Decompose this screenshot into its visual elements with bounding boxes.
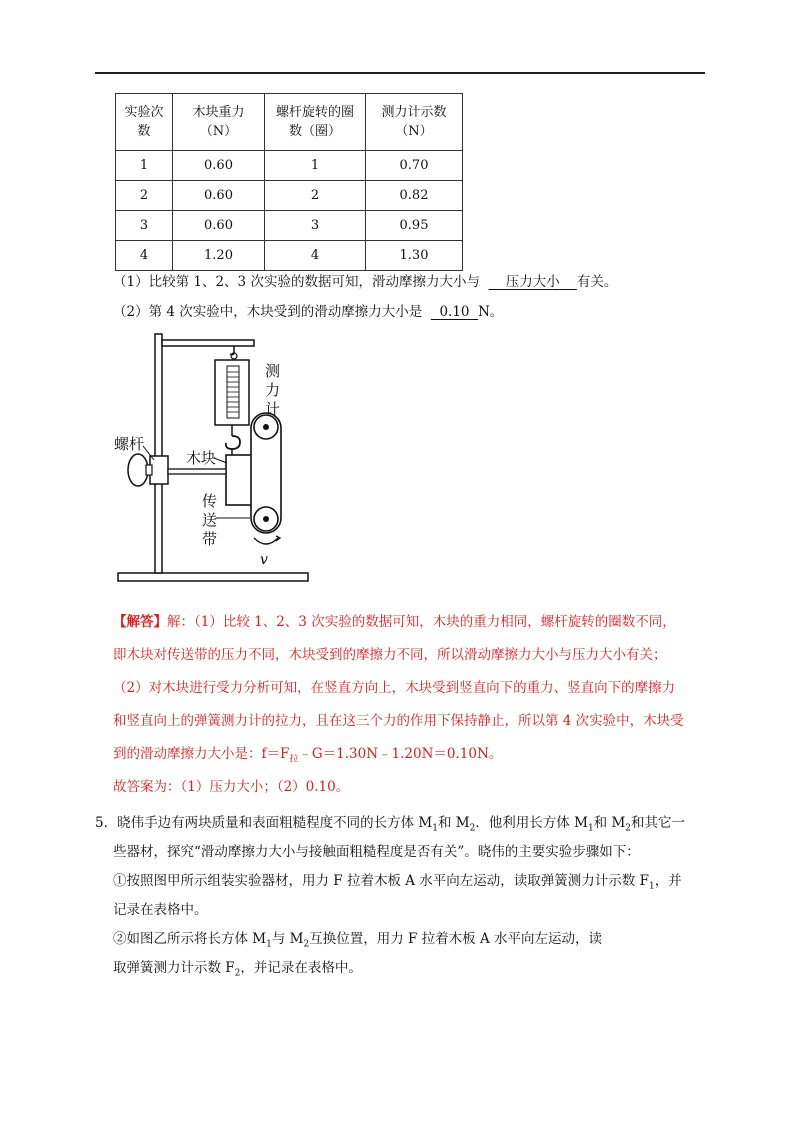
question-2: （2）第 4 次实验中，木块受到的滑动摩擦力大小是 0.10 N。 xyxy=(113,304,504,320)
solution-line-5: 到的滑动摩擦力大小是：$f=F_拉﹣G=1.30N﹣1.20N=0.10N$。 xyxy=(113,746,503,765)
spring-scale xyxy=(215,360,249,425)
solution-line-2: 即木块对传送带的压力不同，木块受到的摩擦力不同，所以滑动摩擦力大小与压力大小有关； xyxy=(113,647,667,663)
table-cell: 0.60 xyxy=(173,211,265,241)
problem-5-step-2: ②如图乙所示将长方体 $M_1$与 $M_2$互换位置，用力 F 拉着木板 A 水平向左运动，读 xyxy=(113,931,602,950)
table-cell: 0.95 xyxy=(366,211,463,241)
label-screw: 螺杆 xyxy=(114,435,145,453)
problem-5-step-2-cont: 取弹簧测力计示数 $F_2$，并记录在表格中。 xyxy=(113,960,362,979)
table-row xyxy=(116,211,463,241)
table-row xyxy=(116,151,463,181)
label-meter-2: 力 xyxy=(265,381,281,399)
table-cell: 2 xyxy=(116,181,173,211)
table-row xyxy=(116,241,463,271)
problem-5-line-2: 些器材，探究“滑动摩擦力大小与接触面粗糙程度是否有关”。晓伟的主要实验步骤如下： xyxy=(113,844,640,860)
table-header: 螺杆旋转的圈 数（圈） xyxy=(265,94,366,151)
table-header: 实验次 数 xyxy=(116,94,173,151)
answer-blank-1: 压力大小 xyxy=(505,274,560,290)
table-cell: 3 xyxy=(116,211,173,241)
table-cell: 3 xyxy=(265,211,366,241)
header-rule xyxy=(95,72,705,74)
hook xyxy=(226,436,240,449)
table-cell: 0.82 xyxy=(366,181,463,211)
table-cell: 1.30 xyxy=(366,241,463,271)
problem-5-step-1-cont: 记录在表格中。 xyxy=(113,902,208,918)
table-cell: 1 xyxy=(265,151,366,181)
table-row xyxy=(116,181,463,211)
solution-line-1: 【解答】解：（1）比较 1、2、3 次实验的数据可知，木块的重力相同，螺杆旋转的圈数不同， xyxy=(113,614,676,630)
table-header-row xyxy=(116,94,463,151)
base-plate xyxy=(118,573,308,581)
label-velocity: v xyxy=(260,552,268,568)
wooden-block xyxy=(226,455,254,505)
label-belt-1: 传 xyxy=(202,492,218,510)
table-cell: 4 xyxy=(265,241,366,271)
screw-knob xyxy=(128,454,148,486)
table-cell: 0.70 xyxy=(366,151,463,181)
screw-clamp xyxy=(150,456,168,484)
table-cell: 0.60 xyxy=(173,151,265,181)
solution-line-4: 和竖直向上的弹簧测力计的拉力，且在这三个力的作用下保持静止，所以第 4 次实验中，木块受 xyxy=(113,713,684,729)
label-block: 木块 xyxy=(186,449,217,467)
solution-line-3: （2）对木块进行受力分析可知，在竖直方向上，木块受到竖直向下的重力、竖直向下的摩擦力 xyxy=(113,680,676,696)
label-belt-2: 送 xyxy=(202,511,218,529)
label-meter-3: 计 xyxy=(265,400,281,418)
table-cell: 2 xyxy=(265,181,366,211)
solution-answer: 故答案为：（1）压力大小；（2）0.10。 xyxy=(113,779,350,795)
table-cell: 1 xyxy=(116,151,173,181)
apparatus-diagram xyxy=(110,328,320,588)
table-header: 测力计示数 （N） xyxy=(366,94,463,151)
stand-pole xyxy=(155,334,162,573)
data-table xyxy=(115,93,463,271)
problem-5-step-1: ①按照图甲所示组装实验器材，用力 F 拉着木板 A 水平向左运动，读取弹簧测力计示数 $F_1$，并 xyxy=(113,873,682,892)
label-belt-3: 带 xyxy=(202,530,218,548)
answer-blank-2: 0.10 xyxy=(439,304,470,320)
label-meter-1: 测 xyxy=(265,362,281,380)
stand-arm xyxy=(162,340,254,346)
problem-5-line-1: 5．晓伟手边有两块质量和表面粗糙程度不同的长方体 $M_1$和 $M_2$．他利用长方体 $M_1$和 $M_2$和其它一 xyxy=(95,815,686,834)
question-1: （1）比较第 1、2、3 次实验的数据可知，滑动摩擦力大小与 压力大小 有关。 xyxy=(113,270,617,290)
table-cell: 1.20 xyxy=(173,241,265,271)
table-cell: 0.60 xyxy=(173,181,265,211)
screw-rod xyxy=(168,469,226,474)
table-header: 木块重力 （N） xyxy=(173,94,265,151)
table-cell: 4 xyxy=(116,241,173,271)
